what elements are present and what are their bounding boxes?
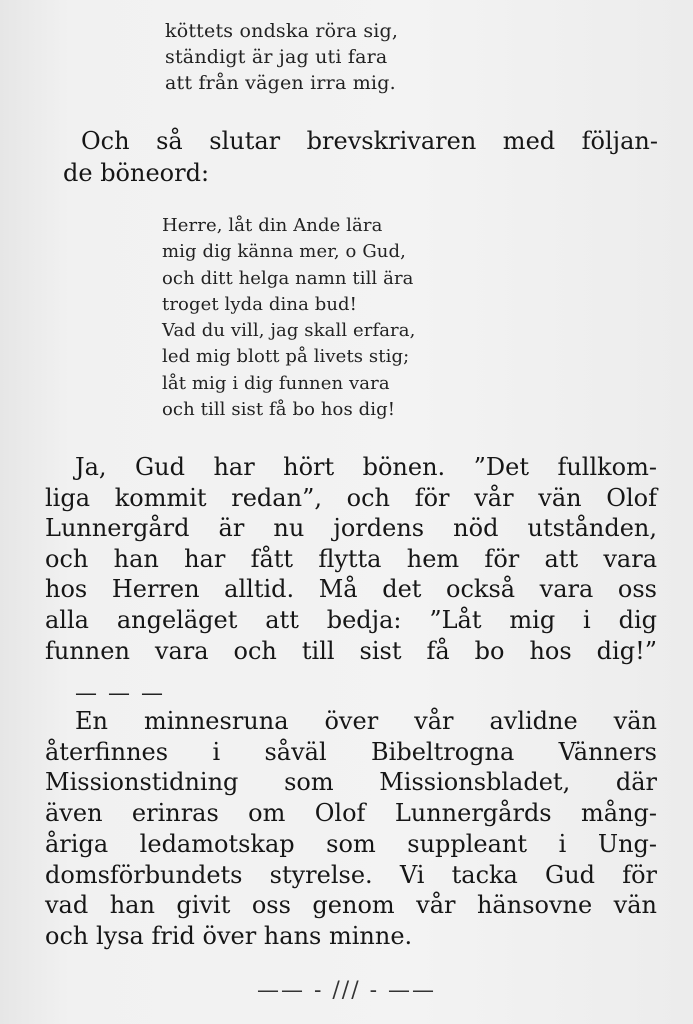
verse-prayer <box>162 213 415 423</box>
verse-line: och till sist få bo hos dig! <box>162 399 396 421</box>
paragraph-line: Lunnergård är nu jordens nöd utstånden, <box>45 514 657 543</box>
end-mark: —— - /// - —— <box>256 978 437 1003</box>
paragraph-memorial <box>45 706 657 952</box>
paragraph-line: alla angeläget att bedja: ”Låt mig i dig <box>45 605 657 634</box>
verse-line: att från vägen irra mig. <box>165 72 396 94</box>
verse-line: köttets ondska röra sig, <box>165 20 399 42</box>
verse-line: låt mig i dig funnen vara <box>162 372 390 394</box>
paragraph-line: En minnesruna över vår avlidne vän <box>75 707 657 735</box>
paragraph-line: domsförbundets styrelse. Vi tacka Gud för <box>45 860 657 889</box>
paragraph-line: Missionstidning som Missionsbladet, där <box>45 768 657 797</box>
paragraph-line: Ja, Gud har hört bönen. ”Det fullkom- <box>75 453 657 481</box>
paragraph-line: funnen vara och till sist få bo hos dig!” <box>45 636 657 665</box>
paragraph-line: åriga ledamotskap som suppleant i Ung- <box>45 829 657 858</box>
section-separator: — — — <box>75 681 165 706</box>
paragraph-line: de böneord: <box>63 159 210 187</box>
verse-line: Vad du vill, jag skall erfara, <box>162 320 416 342</box>
verse-line: Herre, låt din Ande lära <box>162 215 383 236</box>
verse-line: ständigt är jag uti fara <box>165 46 388 68</box>
paragraph-line: och lysa frid över hans minne. <box>45 921 413 950</box>
verse-top <box>165 18 398 96</box>
verse-line: troget lyda dina bud! <box>162 293 358 315</box>
verse-line: och ditt helga namn till ära <box>162 267 414 289</box>
paragraph-answer <box>45 452 657 666</box>
paragraph-intro <box>63 125 658 189</box>
verse-line: mig dig känna mer, o Gud, <box>162 241 406 263</box>
paragraph-line: hos Herren alltid. Må det också vara oss <box>45 575 657 604</box>
paragraph-line: vad han givit oss genom vår hänsovne vän <box>45 891 657 920</box>
verse-line: led mig blott på livets stig; <box>162 346 410 368</box>
paragraph-line: liga kommit redan”, och för vår vän Olof <box>45 483 657 512</box>
paragraph-line: Och så slutar brevskrivaren med följan- <box>81 127 658 155</box>
paragraph-line: även erinras om Olof Lunnergårds mång- <box>45 799 657 828</box>
paragraph-line: återfinnes i såväl Bibeltrogna Vänners <box>45 737 657 766</box>
paragraph-line: och han har fått flytta hem för att vara <box>45 544 657 573</box>
